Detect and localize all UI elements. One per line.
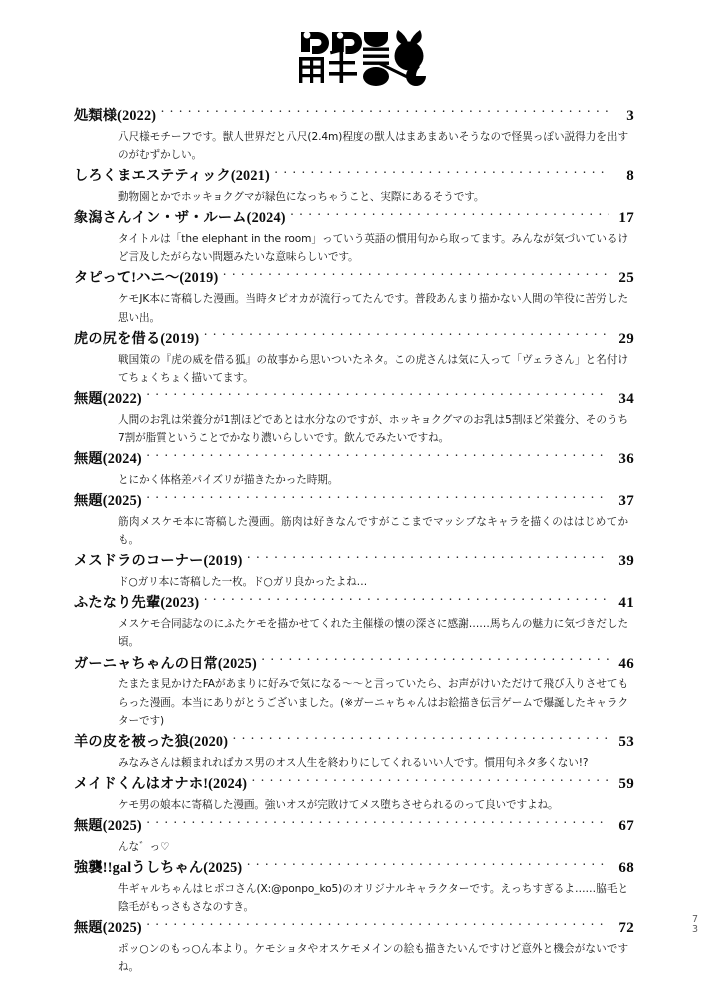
toc-leader-dots: [232, 730, 609, 746]
toc-leader-dots: [274, 164, 609, 180]
toc-entry-page-number: 67: [618, 818, 634, 835]
toc-entry[interactable]: [62, 489, 634, 549]
toc-entry-description: んな゛っ♡: [118, 840, 170, 853]
toc-entry-head[interactable]: [62, 489, 634, 513]
toc-leader-dots: [261, 652, 609, 668]
toc-entry-page-number: 8: [626, 168, 634, 185]
toc-entry-description: 人間のお乳は栄養分が1割ほどであとは水分なのですが、ホッキョクグマのお乳は5割ほど栄養分、そのうち7割が脂質ということでかなり濃いらしいです。飲んでみたいですね。: [118, 413, 628, 444]
toc-entry-head[interactable]: [62, 856, 634, 880]
toc-entry-title: 処類様(2022): [74, 108, 157, 124]
toc-entry-description: ポッ○ンのもっ○ん本より。ケモショタやオスケモメインの絵も描きたいんですけど意外と機会がないですね。: [118, 943, 628, 974]
toc-leader-dots: [146, 814, 609, 830]
toc-leader-dots: [203, 591, 609, 607]
toc-entry-head[interactable]: [62, 447, 634, 471]
toc-entry-title: 虎の尻を借る(2019): [74, 330, 200, 347]
toc-entry-title: メイドくんはオナホ!(2024): [74, 776, 248, 793]
toc-entry-title: 無題(2025): [74, 920, 142, 937]
toc-leader-dots: [247, 549, 609, 565]
toc-leader-dots: [146, 387, 609, 403]
page-folio: [686, 915, 704, 935]
toc-entry-page-number: 68: [618, 860, 634, 877]
toc-entry-description: タイトルは「the elephant in the room」っていう英語の慣用句から取ってます。みんなが気づいているけど言及したがらない問題みたいな意味らしいです。: [118, 233, 628, 264]
toc-entry-title: 無題(2025): [74, 493, 142, 510]
toc-leader-dots: [251, 772, 609, 788]
toc-entry-description: 八尺様モチーフです。獣人世界だと八尺(2.4m)程度の獣人はまあまあいそうなので怪異っぽい説得力を出すのがむずかしい。: [118, 130, 628, 162]
toc-entry-page-number: 41: [618, 595, 634, 612]
toc-entry-head[interactable]: [62, 104, 634, 128]
toc-entry-page-number: 37: [618, 493, 634, 510]
toc-entry-description: 牛ギャルちゃんはヒポコさん(X:@ponpo_ko5)のオリジナルキャラクターです。えっちすぎるよ……脇毛と陰毛がもっさもさなのすき。: [118, 882, 628, 914]
toc-entry[interactable]: [62, 916, 634, 976]
toc-entry[interactable]: [62, 447, 634, 489]
toc-entry[interactable]: [62, 104, 634, 164]
table-of-contents: [62, 104, 634, 977]
toc-entry-description: みなみさんは頼まれればカス男のオス人生を終わりにしてくれるいい人です。慣用句ネタ多くない!?: [118, 756, 589, 769]
toc-leader-dots: [290, 206, 609, 222]
toc-entry-description: たまたま見かけたFAがあまりに好みで気になる〜〜と言っていたら、お声がけいただけて飛び入りさせてもらった漫画。本当にありがとうございました。(※ガーニャちゃんはお絵描き伝言ゲームで爆誕したキャラクターです): [118, 678, 628, 727]
toc-leader-dots: [222, 266, 609, 282]
toc-entry-page-number: 3: [626, 108, 634, 124]
kaisetsu-logo-icon: [294, 26, 426, 88]
toc-entry-page-number: 29: [618, 330, 634, 347]
toc-entry-head[interactable]: [62, 549, 634, 573]
toc-entry-head[interactable]: [62, 916, 634, 940]
toc-entry-page-number: 34: [618, 390, 634, 407]
toc-entry-head[interactable]: [62, 814, 634, 838]
toc-entry-page-number: 72: [618, 920, 634, 937]
folio-digit-upper: 7: [691, 914, 699, 926]
toc-entry-description: ケモJK本に寄稿した漫画。当時タピオカが流行ってたんです。普段あんまり描かない人間の竿役に苦労した思い出。: [118, 293, 628, 324]
toc-entry[interactable]: [62, 652, 634, 730]
toc-entry[interactable]: [62, 549, 634, 591]
toc-entry-title: 無題(2022): [74, 390, 142, 407]
toc-entry[interactable]: [62, 164, 634, 206]
toc-entry-description: ド○ガリ本に寄稿した一枚。ド○ガリ良かったよね…: [118, 576, 368, 589]
toc-leader-dots: [160, 104, 609, 120]
toc-entry-description: とにかく体格差パイズリが描きたかった時期。: [118, 473, 339, 486]
toc-entry-page-number: 53: [618, 734, 634, 751]
toc-leader-dots: [146, 916, 609, 932]
toc-entry[interactable]: [62, 327, 634, 387]
toc-entry-head[interactable]: [62, 772, 634, 796]
toc-entry-title: 無題(2024): [74, 451, 142, 468]
toc-leader-dots: [203, 327, 609, 343]
toc-entry-description: 筋肉メスケモ本に寄稿した漫画。筋肉は好きなんですがここまでマッシブなキャラを描くのははじめてかも。: [118, 516, 628, 547]
toc-entry-title: ガーニャちゃんの日常(2025): [74, 655, 257, 672]
toc-entry[interactable]: [62, 206, 634, 266]
logo-container: [0, 0, 720, 88]
toc-entry-description: ケモ男の娘本に寄稿した漫画。強いオスが完敗けてメス堕ちさせられるのって良いですよね。: [118, 798, 559, 811]
toc-entry[interactable]: [62, 266, 634, 326]
toc-entry-page-number: 25: [618, 270, 634, 287]
toc-entry[interactable]: [62, 387, 634, 447]
toc-entry-page-number: 39: [618, 553, 634, 570]
toc-entry-title: 無題(2025): [74, 818, 142, 835]
toc-entry-page-number: 46: [618, 655, 634, 672]
toc-entry-description: 戦国策の『虎の威を借る狐』の故事から思いついたネタ。この虎さんは気に入って「ヴェラさん」と名付けてちょくちょく描いてます。: [118, 353, 628, 384]
toc-entry-title: メスドラのコーナー(2019): [74, 553, 243, 570]
toc-entry-head[interactable]: [62, 730, 634, 754]
toc-entry-head[interactable]: [62, 591, 634, 615]
toc-entry-page-number: 17: [618, 210, 634, 227]
toc-entry-title: ふたなり先輩(2023): [74, 595, 200, 612]
toc-entry-head[interactable]: [62, 327, 634, 351]
toc-entry-head[interactable]: [62, 266, 634, 290]
toc-entry-head[interactable]: [62, 206, 634, 230]
toc-leader-dots: [146, 447, 609, 463]
toc-entry[interactable]: [62, 730, 634, 772]
toc-entry-description: 動物園とかでホッキョクグマが緑色になっちゃうこと、実際にあるそうです。: [118, 191, 485, 204]
toc-entry-title: 羊の皮を被った狼(2020): [74, 734, 229, 751]
toc-entry[interactable]: [62, 772, 634, 814]
toc-leader-dots: [146, 489, 609, 505]
toc-entry-head[interactable]: [62, 652, 634, 676]
toc-entry-title: タピって!ハニ〜(2019): [74, 270, 219, 287]
toc-entry-page-number: 36: [618, 451, 634, 468]
toc-entry-page-number: 59: [618, 776, 634, 793]
toc-entry[interactable]: [62, 814, 634, 856]
toc-leader-dots: [246, 856, 609, 872]
toc-entry[interactable]: [62, 591, 634, 651]
toc-entry-description: メスケモ合同誌なのにふたケモを描かせてくれた主催様の懐の深さに感謝……馬ちんの魅力に気づきだした頃。: [118, 618, 628, 649]
toc-entry[interactable]: [62, 856, 634, 916]
toc-entry-head[interactable]: [62, 387, 634, 411]
toc-entry-head[interactable]: [62, 164, 634, 188]
toc-entry-title: しろくまエステティック(2021): [74, 168, 270, 185]
toc-entry-title: 象潟さんイン・ザ・ルーム(2024): [74, 210, 286, 227]
toc-entry-title: 強襲!!galうしちゃん(2025): [74, 860, 243, 877]
folio-digit-lower: 3: [691, 924, 699, 936]
